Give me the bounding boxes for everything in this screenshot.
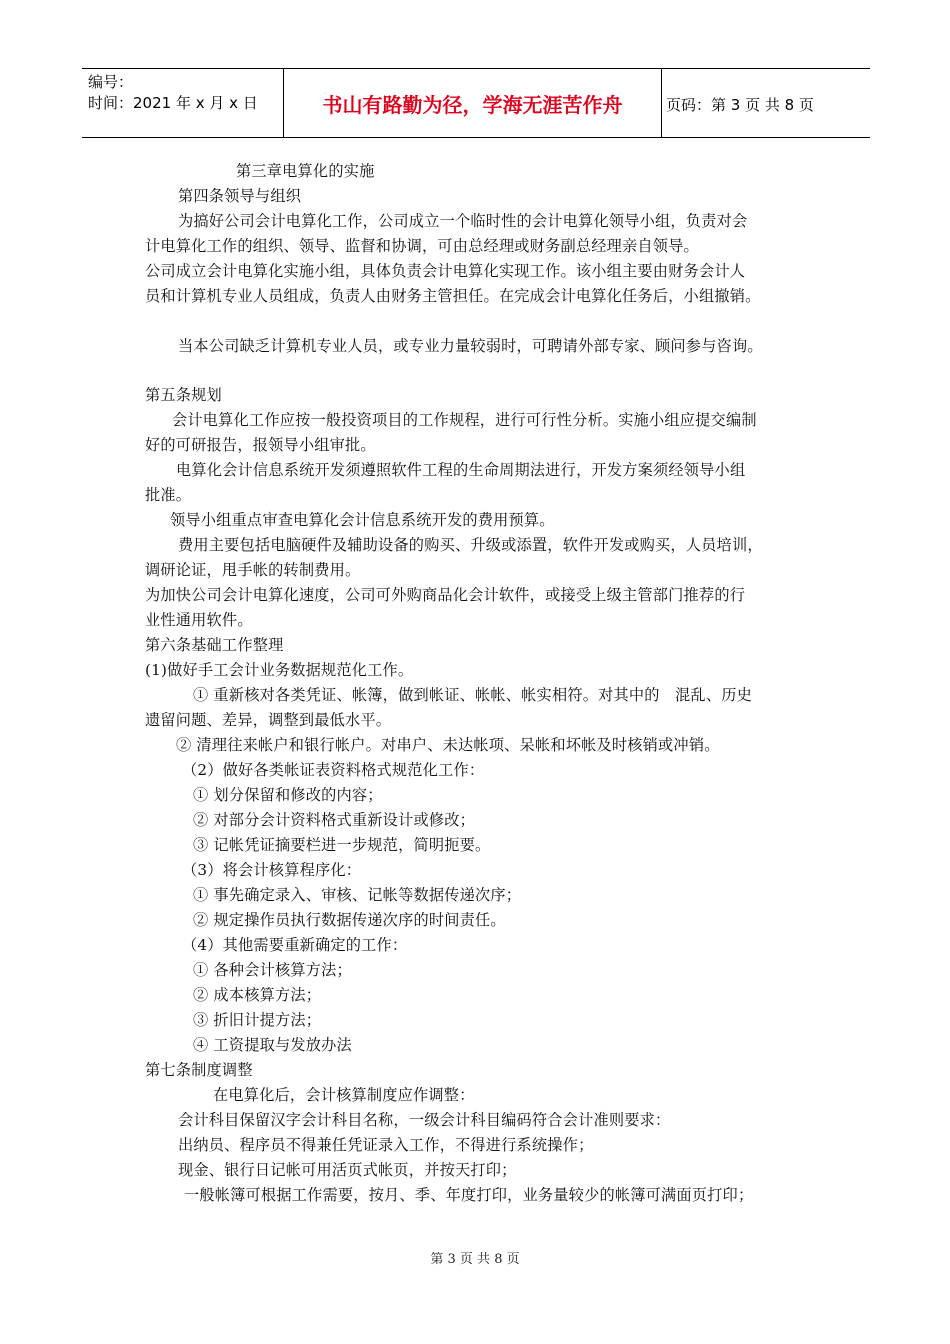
list-item: ① 事先确定录入、审核、记帐等数据传递次序； xyxy=(193,886,522,904)
paragraph-line: 公司成立会计电算化实施小组，具体负责会计电算化实现工作。该小组主要由财务会计人 xyxy=(145,262,746,280)
list-item: ② 成本核算方法； xyxy=(193,986,322,1004)
paragraph-line: 电算化会计信息系统开发须遵照软件工程的生命周期法进行，开发方案须经领导小组 xyxy=(176,461,746,479)
list-item: ② 对部分会计资料格式重新设计或修改； xyxy=(193,811,476,829)
page-label: 页码：第 3 页 共 8 页 xyxy=(666,96,814,114)
motto: 书山有路勤为径，学海无涯苦作舟 xyxy=(283,69,662,137)
list-item: ① 划分保留和修改的内容； xyxy=(193,786,383,804)
paragraph-line: 领导小组重点审查电算化会计信息系统开发的费用预算。 xyxy=(170,511,555,529)
paragraph-line: 调研论证，甩手帐的转制费用。 xyxy=(145,561,361,579)
page-header xyxy=(82,68,870,138)
article-heading: 第六条基础工作整理 xyxy=(145,636,284,654)
list-item: ② 清理往来帐户和银行帐户。对串户、未达帐项、呆帐和坏帐及时核销或冲销。 xyxy=(176,736,720,754)
paragraph-line: 业性通用软件。 xyxy=(145,611,253,629)
list-item: （4）其他需要重新确定的工作： xyxy=(182,936,408,954)
article-heading: 第七条制度调整 xyxy=(145,1061,253,1079)
list-item: ① 重新核对各类凭证、帐簿，做到帐证、帐帐、帐实相符。对其中的 混乱、历史 xyxy=(193,686,752,704)
list-item: ③ 折旧计提方法； xyxy=(193,1011,322,1029)
article-heading: 第四条领导与组织 xyxy=(178,187,302,205)
paragraph-line: 费用主要包括电脑硬件及辅助设备的购买、升级或添置，软件开发或购买，人员培训， xyxy=(178,536,763,554)
list-item: （3）将会计核算程序化： xyxy=(182,861,362,879)
article-heading: 第五条规划 xyxy=(145,386,222,404)
list-item: （2）做好各类帐证表资料格式规范化工作： xyxy=(182,761,485,779)
number-label: 编号： xyxy=(88,73,134,91)
list-item: ② 规定操作员执行数据传递次序的时间责任。 xyxy=(193,911,506,929)
paragraph-line: 会计科目保留汉字会计科目名称，一级会计科目编码符合会计准则要求： xyxy=(178,1111,671,1129)
paragraph-line: 一般帐簿可根据工作需要，按月、季、年度打印，业务量较少的帐簿可满面页打印； xyxy=(184,1186,754,1204)
paragraph-line: 为搞好公司会计电算化工作，公司成立一个临时性的会计电算化领导小组，负责对会 xyxy=(178,212,748,230)
list-item: ③ 记帐凭证摘要栏进一步规范，简明扼要。 xyxy=(193,836,491,854)
paragraph-line: 会计电算化工作应按一般投资项目的工作规程，进行可行性分析。实施小组应提交编制 xyxy=(172,411,757,429)
paragraph-line: 好的可研报告，报领导小组审批。 xyxy=(145,436,376,454)
chapter-title: 第三章电算化的实施 xyxy=(236,162,375,180)
list-item: (1)做好手工会计业务数据规范化工作。 xyxy=(145,661,414,679)
list-item: 遗留问题、差异，调整到最低水平。 xyxy=(145,711,392,729)
list-item: ④ 工资提取与发放办法 xyxy=(193,1036,352,1054)
paragraph-line: 为加快公司会计电算化速度，公司可外购商品化会计软件，或接受上级主管部门推荐的行 xyxy=(145,586,746,604)
paragraph-line: 在电算化后，会计核算制度应作调整： xyxy=(213,1086,475,1104)
page-footer: 第 3 页 共 8 页 xyxy=(430,1252,520,1267)
list-item: ① 各种会计核算方法； xyxy=(193,961,352,979)
paragraph-line: 现金、银行日记帐可用活页式帐页，并按天打印； xyxy=(178,1161,517,1179)
paragraph-line: 出纳员、程序员不得兼任凭证录入工作，不得进行系统操作； xyxy=(178,1136,594,1154)
time-label: 时间：2021 年 x 月 x 日 xyxy=(88,94,258,112)
paragraph-line: 员和计算机专业人员组成，负责人由财务主管担任。在完成会计电算化任务后，小组撤销。 xyxy=(145,287,761,305)
paragraph-line: 批准。 xyxy=(145,486,192,504)
header-meta xyxy=(88,72,258,114)
paragraph-line: 计电算化工作的组织、领导、监督和协调，可由总经理或财务副总经理亲自领导。 xyxy=(145,237,699,255)
paragraph-line: 当本公司缺乏计算机专业人员，或专业力量较弱时，可聘请外部专家、顾问参与咨询。 xyxy=(178,337,763,355)
